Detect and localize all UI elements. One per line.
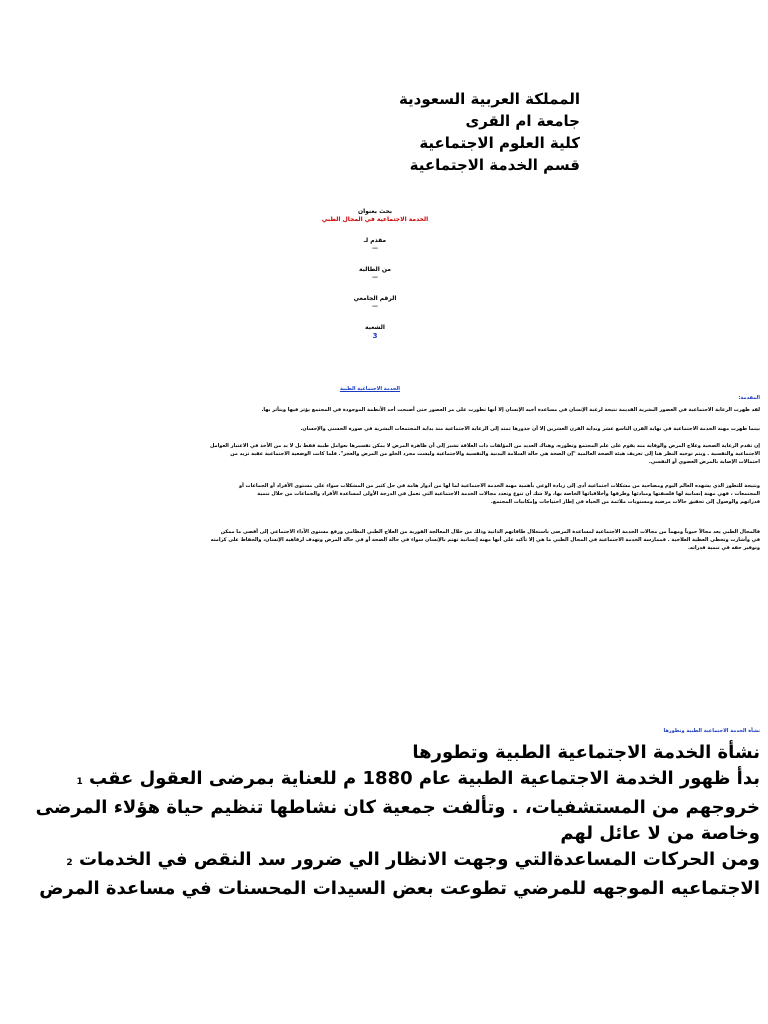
research-label: بحث بعنوان <box>357 208 393 215</box>
sub-heading: نشأة الخدمة الاجتماعية الطبية وتطورها <box>663 728 760 734</box>
paragraph-2 <box>140 425 760 433</box>
section-number: 3 <box>372 332 378 340</box>
origin-section <box>35 740 760 902</box>
origin-line <box>76 766 760 795</box>
intro-label: المقدمة: <box>738 395 760 401</box>
origin-line <box>66 847 760 876</box>
research-title: الخدمة الاجتماعية في المجال الطبي <box>321 216 429 223</box>
paragraph-line: احتمالات الإصابة بالمرض العضوي أو النفسي. <box>648 459 760 465</box>
academic-number-label: الرقم الجامعي <box>353 295 397 302</box>
paragraph-line: إن تقدم الرعاية الصحية وعلاج المرض والوقاية منه يقوم على علم المجتمع وتطوره، وهناك العديد من المؤلفات ذات العلاقة تشير إلى أن ظاهرة المرض لا يمكن تفسيرها بعوامل طبية فقط بل لا بد من الأخذ في الاعتبار العوامل <box>210 443 760 449</box>
paragraph-line: بينما ظهرت مهنة الخدمة الاجتماعية في نهاية القرن التاسع عشر وبداية القرن العشرين إلا أن جذورها تمتد إلى الرعاية الاجتماعية منذ بداية المجتمعات البشرية في صورة الحسنى والإحسان. <box>300 426 760 432</box>
origin-line: خروجهم من المستشفيات، . وتألفت جمعية كان نشاطها تنظيم حياة هؤلاء المرضى <box>35 797 760 818</box>
paragraph-line: لقد ظهرت الرعاية الاجتماعية في العصور البشرية القديمة نتيجة لرغبة الإنسان في مساعدة أخيه الإنسان إلا أنها تطورت على مر العصور حتى أصبحت أحد الأنظمة الموجودة في المجتمع يؤثر فيها ويتأثر بها. <box>261 407 760 413</box>
paragraph-3 <box>140 442 760 466</box>
separator-dash: — <box>372 274 378 281</box>
paragraph-line: الاجتماعية والنفسية . ويتم توجيه النظر هنا إلى تعريف هيئة الصحة العالمية "إن الصحة هي حالة السلامة البدنية والنفسية والاجتماعية وليست مجرد الخلو من المرض والعجز". فلما كانت الوضعية الاجتماعية عقبة تزيد من <box>230 451 760 457</box>
paragraph-5 <box>140 528 760 552</box>
paragraph-1 <box>140 406 760 414</box>
student-name-label: من الطالبة <box>359 266 391 273</box>
origin-text: بدأ ظهور الخدمة الاجتماعية الطبية عام 1880 م للعناية بمرضى العقول عقب <box>89 768 760 789</box>
cover-info <box>300 208 450 340</box>
institution-header <box>380 88 580 176</box>
paragraph-4 <box>140 482 760 506</box>
separator-dash: — <box>372 245 378 252</box>
paragraph-line: فالمجال الطبي يعد مجالاً حيوياً ومهماً من مجالات الخدمة الاجتماعية لمساعدة المرضى باستغلال طاقاتهم الذاتية وذلك من خلال المعالجة الفورية من العلاج الطبي النظامي ورفع مستوى الأداء الاجتماعي إلى أقصى ما ممكن <box>220 529 760 535</box>
paragraph-line: المجتمعات ، فهي مهنة إنسانية لها فلسفتها ومبادئها وطرقها وأخلاقياتها الخاصة بها، ولا شك أن تنوع وتعدد مجالات الخدمة الاجتماعية التي تعمل في الدرجة الأولى لمساعدة الأفراد والجماعات من خلال تنمية <box>257 491 760 497</box>
origin-heading: نشأة الخدمة الاجتماعية الطبية وتطورها <box>412 742 760 763</box>
footnote-ref[interactable]: 1 <box>76 777 83 787</box>
paragraph-line: في وأشارت وتحظى العطية العلاجية . فممارسة الخدمة الاجتماعية في المجال الطبي ما هي إلا تأكيد على أنها مهنة إنسانية تهتم بالإنسان سواء في حالة الصحة أو في حالة المرض وتهدف لرفاهية الإنسان، والحفاظ على كرامته <box>210 537 760 543</box>
university-name: جامعة ام القرى <box>465 112 580 130</box>
section-title: الخدمة الاجتماعية الطبية <box>339 386 401 392</box>
footnote-ref[interactable]: 2 <box>66 858 73 868</box>
department-name: قسم الخدمة الاجتماعية <box>409 156 580 174</box>
country-name: المملكة العربية السعودية <box>398 90 580 108</box>
paragraph-line: ونتيجة للتطور الذي يشهده العالم اليوم ومصاحبة من مشكلات اجتماعية أدى إلى زيادة الوعي بأهمية مهنة الخدمة الاجتماعية لما لها من أدوار هامة في حل كثير من المشكلات سواء على مستوى الأفراد أو الجماعات أو <box>238 483 760 489</box>
origin-line: الاجتماعيه الموجهه للمرضي تطوعت بعض السيدات المحسنات في مساعدة المرض <box>39 878 760 899</box>
separator-dash: — <box>372 303 378 310</box>
section-label: الشعبة <box>365 324 385 331</box>
paragraph-line: قدراتهم والوصول إلى تحقيق حالات مرضية ومستويات ملائمة من الحياة في إطار احتياجات وإمكانيات المجتمع. <box>490 499 760 505</box>
paragraph-line: وتوفير حقه في تنمية قدراته. <box>688 545 760 551</box>
origin-text: ومن الحركات المساعدةالتي وجهت الانظار الي ضرور سد النقص في الخدمات <box>78 849 760 870</box>
college-name: كلية العلوم الاجتماعية <box>419 134 580 152</box>
prepared-by: مقدم لـ <box>363 237 387 244</box>
origin-line: وخاصة من لا عائل لهم <box>560 823 760 844</box>
